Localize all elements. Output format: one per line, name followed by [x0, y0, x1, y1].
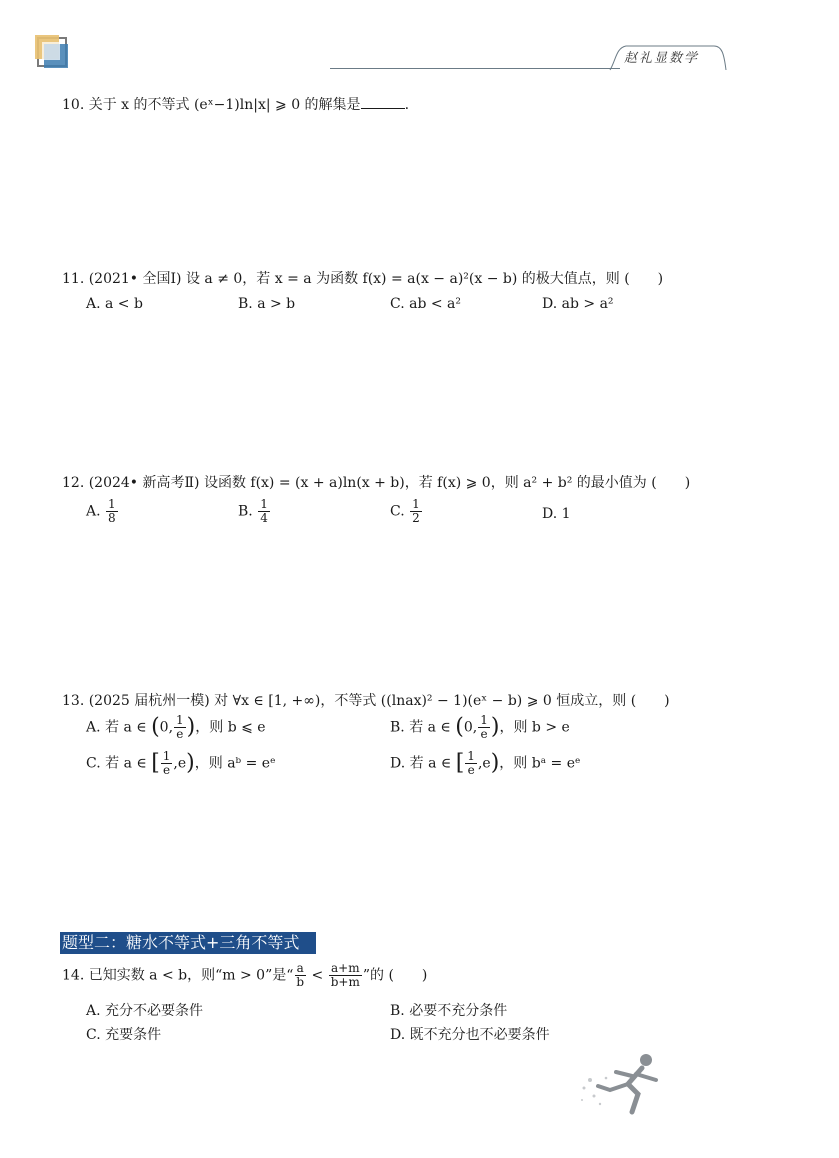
answer-blank[interactable]	[361, 96, 405, 109]
option-letter: B.	[238, 503, 253, 520]
question-10-stem: 10. 关于 x 的不等式 (eˣ−1)ln|x| ⩾ 0 的解集是	[62, 97, 361, 113]
fraction	[410, 498, 422, 525]
option-prefix: C. 若 a ∈	[86, 755, 147, 772]
interval-bracket: (	[455, 714, 464, 740]
question-12-stem: 12. (2024• 新高考Ⅱ) 设函数 f(x) = (x + a)ln(x + b)，若 f(x) ⩾ 0，则 a² + b² 的最小值为 ( )	[62, 475, 691, 491]
section-title: 题型二：糖水不等式+三角不等式	[60, 932, 316, 954]
option-prefix: D. 若 a ∈	[390, 755, 452, 772]
option-suffix: ，则 bᵃ = eᵉ	[499, 755, 581, 772]
option-13-a[interactable]: A. 若 a ∈ (0, $\frac{1}{e}$ )，则 b ⩽ e	[86, 713, 266, 741]
option-12-c[interactable]	[390, 498, 423, 525]
numerator: 1	[412, 497, 420, 511]
option-13-b[interactable]: B. 若 a ∈ (0, $\frac{1}{e}$ )，则 b > e	[390, 713, 570, 741]
option-14-a[interactable]: A. 充分不必要条件	[86, 1003, 204, 1019]
option-14-d[interactable]: D. 既不充分也不必要条件	[390, 1027, 550, 1043]
denominator: 8	[108, 511, 116, 525]
option-suffix: ，则 aᵇ = eᵉ	[194, 755, 276, 772]
option-12-b[interactable]	[238, 498, 271, 525]
option-14-b[interactable]: B. 必要不充分条件	[390, 1003, 508, 1019]
option-11-c[interactable]: C. ab < a²	[390, 296, 462, 312]
question-13-stem: 13. (2025 届杭州一模) 对 ∀x ∈ [1, +∞)，不等式 ((lnax)² − 1)(eˣ − b) ⩾ 0 恒成立，则 ( )	[62, 693, 670, 709]
option-letter: A.	[86, 503, 101, 520]
option-13-d[interactable]: D. 若 a ∈ [ $\frac{1}{e}$ ,e)，则 bᵃ = eᵉ	[390, 749, 581, 777]
fraction	[258, 498, 270, 525]
fraction: $\frac{1}{e}$	[176, 713, 184, 741]
numerator: 1	[108, 497, 116, 511]
question-11-stem: 11. (2021• 全国Ⅰ) 设 a ≠ 0，若 x = a 为函数 f(x) = a(x − a)²(x − b) 的极大值点，则 ( )	[62, 271, 664, 287]
denominator: 4	[260, 511, 268, 525]
option-prefix: B. 若 a ∈	[390, 719, 451, 736]
interval-bracket: [	[455, 750, 465, 776]
question-14-stem: 14. 已知实数 a < b，则“m > 0”是“	[62, 967, 294, 984]
option-11-a[interactable]: A. a < b	[86, 296, 143, 312]
fraction: $\frac{1}{e}$	[467, 749, 475, 777]
fraction: $\frac{1}{e}$	[480, 713, 488, 741]
logo-icon	[34, 34, 70, 70]
question-14: 14. 已知实数 a < b，则“m > 0”是“ $\frac{a}{b}$ < $\frac{a+m}{b+m}$ ”的 ( )	[62, 961, 428, 989]
fraction-a-over-b: $\frac{a}{b}$	[296, 961, 305, 989]
option-13-c[interactable]: C. 若 a ∈ [ $\frac{1}{e}$ ,e)，则 aᵇ = eᵉ	[86, 749, 276, 777]
option-12-a[interactable]	[86, 498, 119, 525]
denominator: 2	[412, 511, 420, 525]
question-10-tail: .	[404, 97, 410, 113]
option-12-d[interactable]	[542, 506, 571, 522]
interval-bracket: (	[151, 714, 160, 740]
question-10	[62, 94, 409, 114]
question-14-tail: ”的 ( )	[362, 967, 428, 984]
numerator: 1	[260, 497, 268, 511]
option-value: 1	[561, 506, 571, 522]
option-11-b[interactable]: B. a > b	[238, 296, 296, 312]
fraction-sum: $\frac{a+m}{b+m}$	[330, 961, 360, 989]
runner-icon	[576, 1050, 676, 1120]
header-rule	[330, 68, 620, 69]
option-letter: C.	[390, 503, 405, 520]
option-suffix: ，则 b ⩽ e	[195, 719, 266, 736]
option-letter: D.	[542, 506, 558, 522]
brand-text: 赵礼显数学	[624, 51, 700, 66]
fraction	[106, 498, 118, 525]
option-prefix: A. 若 a ∈	[86, 719, 147, 736]
fraction: $\frac{1}{e}$	[162, 749, 171, 777]
option-11-d[interactable]: D. ab > a²	[542, 296, 614, 312]
option-14-c[interactable]: C. 充要条件	[86, 1027, 162, 1043]
interval-bracket: [	[151, 750, 160, 776]
option-suffix: ，则 b > e	[499, 719, 570, 736]
